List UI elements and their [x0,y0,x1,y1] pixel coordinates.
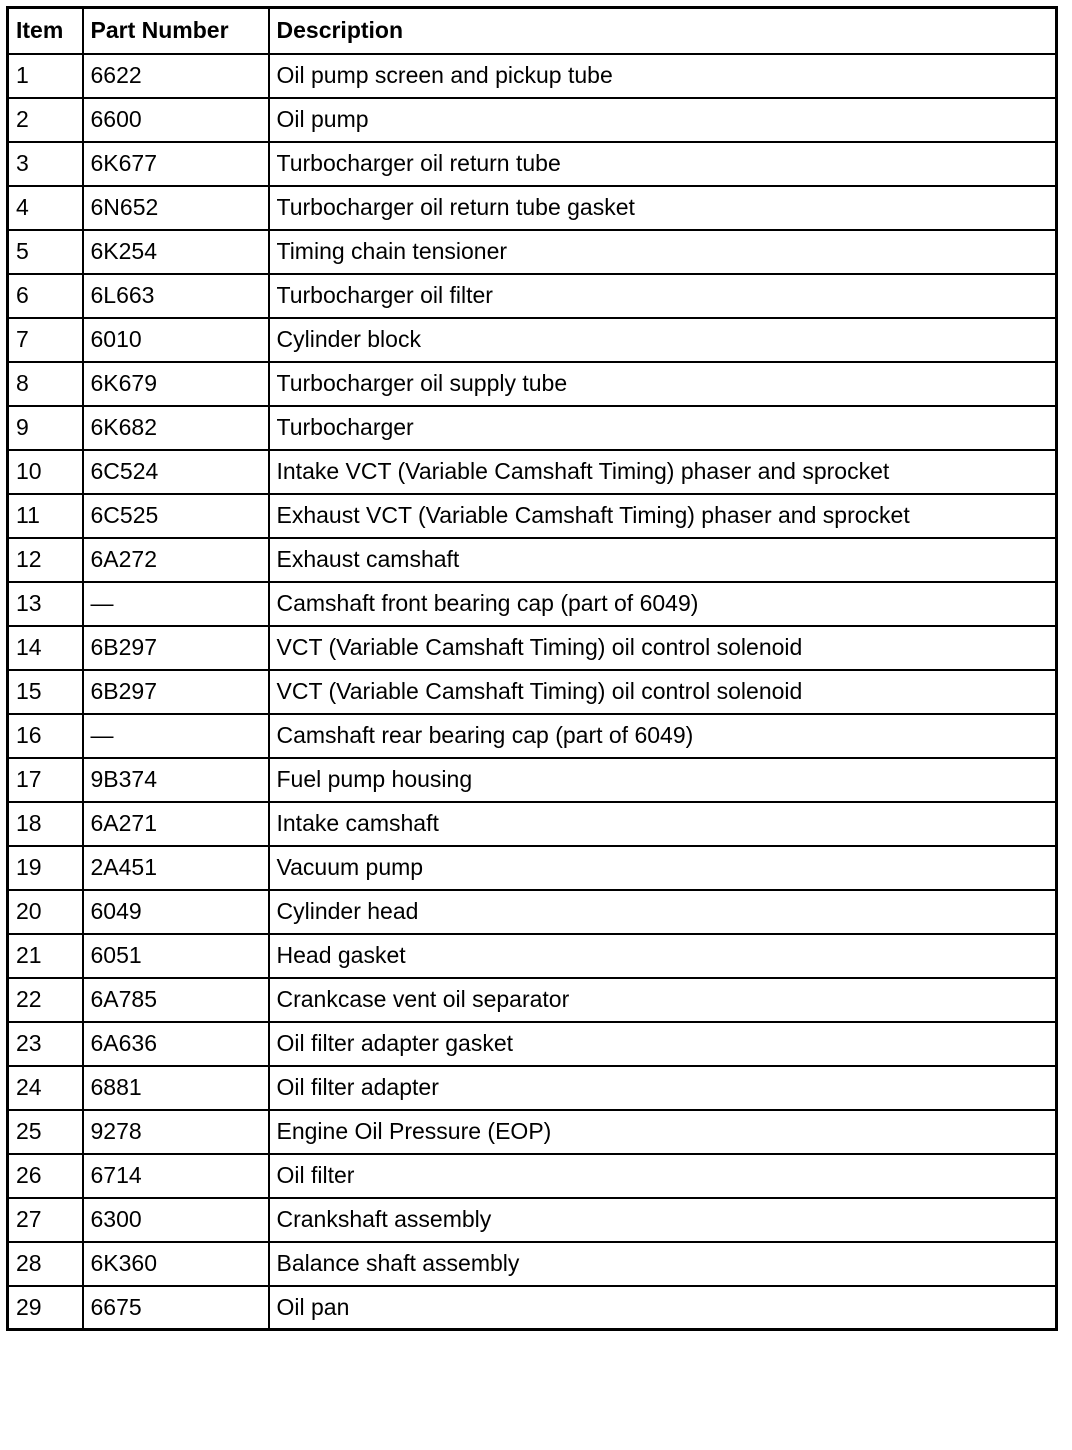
cell-description: Intake camshaft [269,802,1057,846]
cell-item: 1 [8,54,83,98]
cell-part-number: 6A785 [83,978,269,1022]
cell-part-number: 6600 [83,98,269,142]
table-row [8,1154,1057,1198]
table-row [8,758,1057,802]
cell-description: Oil pan [269,1286,1057,1330]
cell-item: 15 [8,670,83,714]
cell-part-number: 6881 [83,1066,269,1110]
cell-part-number: 6K679 [83,362,269,406]
cell-part-number: 6B297 [83,670,269,714]
table-row [8,318,1057,362]
cell-description: Engine Oil Pressure (EOP) [269,1110,1057,1154]
cell-part-number: 6300 [83,1198,269,1242]
table-row [8,934,1057,978]
table-row [8,450,1057,494]
cell-description: Crankcase vent oil separator [269,978,1057,1022]
table-row [8,1066,1057,1110]
table-row [8,362,1057,406]
cell-part-number: — [83,714,269,758]
cell-part-number: 6K360 [83,1242,269,1286]
cell-description: Fuel pump housing [269,758,1057,802]
cell-description: Turbocharger oil return tube [269,142,1057,186]
cell-item: 26 [8,1154,83,1198]
table-row [8,142,1057,186]
table-row [8,54,1057,98]
cell-description: Cylinder head [269,890,1057,934]
cell-description: Intake VCT (Variable Camshaft Timing) phaser and sprocket [269,450,1057,494]
cell-item: 12 [8,538,83,582]
table-header-row [8,8,1057,54]
cell-description: Oil pump screen and pickup tube [269,54,1057,98]
cell-item: 14 [8,626,83,670]
cell-part-number: 6A272 [83,538,269,582]
table-row [8,714,1057,758]
cell-description: Camshaft rear bearing cap (part of 6049) [269,714,1057,758]
cell-part-number: 6K677 [83,142,269,186]
cell-description: Camshaft front bearing cap (part of 6049) [269,582,1057,626]
cell-description: Balance shaft assembly [269,1242,1057,1286]
cell-item: 29 [8,1286,83,1330]
cell-item: 10 [8,450,83,494]
cell-description: Oil pump [269,98,1057,142]
cell-item: 20 [8,890,83,934]
cell-description: Timing chain tensioner [269,230,1057,274]
header-item: Item [8,8,83,54]
header-part-number: Part Number [83,8,269,54]
cell-description: VCT (Variable Camshaft Timing) oil control solenoid [269,670,1057,714]
cell-part-number: 6010 [83,318,269,362]
cell-item: 5 [8,230,83,274]
cell-item: 8 [8,362,83,406]
cell-description: Turbocharger [269,406,1057,450]
cell-part-number: 9278 [83,1110,269,1154]
cell-item: 27 [8,1198,83,1242]
cell-description: Oil filter [269,1154,1057,1198]
cell-description: Vacuum pump [269,846,1057,890]
table-row [8,230,1057,274]
cell-part-number: 6051 [83,934,269,978]
table-row [8,98,1057,142]
header-description: Description [269,8,1057,54]
table-row [8,890,1057,934]
cell-description: Exhaust camshaft [269,538,1057,582]
table-row [8,846,1057,890]
cell-part-number: — [83,582,269,626]
table-row [8,626,1057,670]
cell-item: 3 [8,142,83,186]
table-row [8,1286,1057,1330]
cell-item: 4 [8,186,83,230]
cell-part-number: 6B297 [83,626,269,670]
cell-part-number: 6K682 [83,406,269,450]
cell-item: 18 [8,802,83,846]
cell-item: 24 [8,1066,83,1110]
cell-item: 13 [8,582,83,626]
cell-part-number: 6622 [83,54,269,98]
cell-part-number: 6714 [83,1154,269,1198]
cell-part-number: 6A271 [83,802,269,846]
cell-description: Oil filter adapter [269,1066,1057,1110]
table-row [8,978,1057,1022]
cell-item: 19 [8,846,83,890]
cell-item: 9 [8,406,83,450]
cell-description: Crankshaft assembly [269,1198,1057,1242]
cell-part-number: 9B374 [83,758,269,802]
table-row [8,1110,1057,1154]
table-row [8,802,1057,846]
cell-description: Exhaust VCT (Variable Camshaft Timing) phaser and sprocket [269,494,1057,538]
table-row [8,406,1057,450]
table-row [8,1022,1057,1066]
cell-item: 6 [8,274,83,318]
cell-description: Turbocharger oil supply tube [269,362,1057,406]
cell-item: 22 [8,978,83,1022]
cell-part-number: 6049 [83,890,269,934]
table-row [8,582,1057,626]
cell-item: 11 [8,494,83,538]
cell-part-number: 6L663 [83,274,269,318]
table-row [8,538,1057,582]
cell-item: 2 [8,98,83,142]
cell-part-number: 6C525 [83,494,269,538]
cell-item: 25 [8,1110,83,1154]
cell-part-number: 6N652 [83,186,269,230]
table-row [8,1242,1057,1286]
cell-part-number: 6A636 [83,1022,269,1066]
cell-item: 7 [8,318,83,362]
cell-description: Turbocharger oil return tube gasket [269,186,1057,230]
cell-item: 17 [8,758,83,802]
cell-part-number: 6675 [83,1286,269,1330]
cell-description: Oil filter adapter gasket [269,1022,1057,1066]
cell-description: VCT (Variable Camshaft Timing) oil control solenoid [269,626,1057,670]
table-row [8,494,1057,538]
cell-part-number: 6K254 [83,230,269,274]
cell-description: Turbocharger oil filter [269,274,1057,318]
table-row [8,670,1057,714]
cell-part-number: 6C524 [83,450,269,494]
cell-description: Cylinder block [269,318,1057,362]
cell-item: 23 [8,1022,83,1066]
parts-table [6,6,1058,1331]
table-row [8,186,1057,230]
cell-part-number: 2A451 [83,846,269,890]
cell-description: Head gasket [269,934,1057,978]
table-body [8,54,1057,1330]
cell-item: 21 [8,934,83,978]
cell-item: 16 [8,714,83,758]
table-row [8,1198,1057,1242]
table-row [8,274,1057,318]
cell-item: 28 [8,1242,83,1286]
